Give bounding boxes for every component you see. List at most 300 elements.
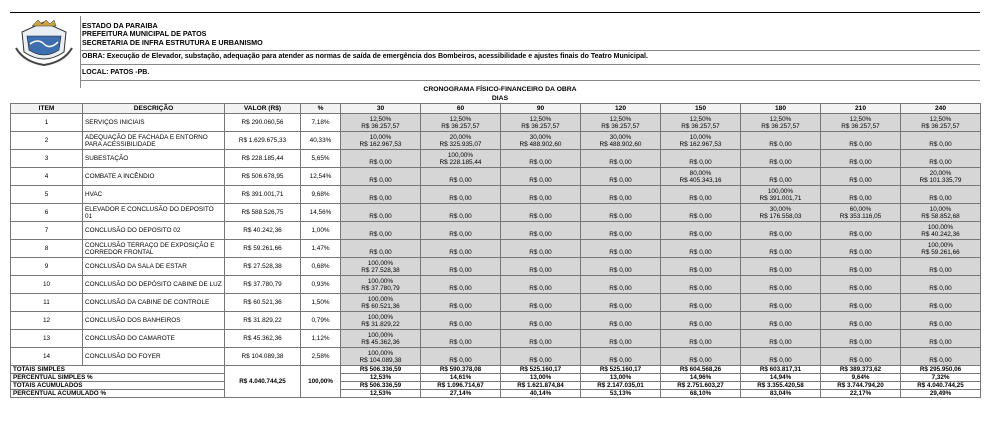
schedule-amount: R$ 45.362,36 <box>361 339 400 347</box>
schedule-amount: R$ 60.521,36 <box>361 303 400 311</box>
schedule-amount: R$ 0,00 <box>769 267 792 275</box>
item-description: CONCLUSÃO DO DEPÓSITO CABINE DE LUZ <box>83 276 225 294</box>
schedule-amount: R$ 0,00 <box>529 357 552 365</box>
item-number: 9 <box>11 258 83 276</box>
schedule-amount: R$ 0,00 <box>449 195 472 203</box>
table-row <box>11 276 981 294</box>
item-percent: 7,18% <box>301 114 341 132</box>
item-value: R$ 104.089,38 <box>225 348 301 366</box>
totals-cell: 14,96% <box>661 374 741 382</box>
schedule-amount: R$ 0,00 <box>369 213 392 221</box>
schedule-amount: R$ 0,00 <box>529 195 552 203</box>
schedule-percent: 12,50% <box>769 116 792 124</box>
totals-cell: 13,00% <box>581 374 661 382</box>
table-row <box>11 186 981 204</box>
totals-cell: R$ 1.096.714,67 <box>421 382 501 390</box>
col-day: 120 <box>581 104 661 114</box>
schedule-cell <box>581 348 661 366</box>
schedule-cell <box>501 150 581 168</box>
schedule-amount: R$ 0,00 <box>929 303 952 311</box>
schedule-amount: R$ 0,00 <box>769 303 792 311</box>
schedule-amount: R$ 0,00 <box>609 249 632 257</box>
totals-cell: 12,53% <box>341 390 421 398</box>
totals-cell: 14,61% <box>421 374 501 382</box>
schedule-amount: R$ 36.257,57 <box>441 123 480 131</box>
totals-cell: R$ 506.336,59 <box>341 382 421 390</box>
schedule-amount: R$ 0,00 <box>449 339 472 347</box>
schedule-amount: R$ 488.902,60 <box>599 141 642 149</box>
schedule-percent: 10,00% <box>689 134 712 142</box>
schedule-amount: R$ 0,00 <box>929 285 952 293</box>
schedule-amount: R$ 36.257,57 <box>761 123 800 131</box>
days-label: DIAS <box>491 95 509 102</box>
item-description: ADEQUAÇÃO DE FACHADA E ENTORNO PARA ACESSIBILIDADE <box>83 132 225 150</box>
schedule-amount: R$ 0,00 <box>849 357 872 365</box>
totals-cell: R$ 389.373,62 <box>821 366 901 374</box>
schedule-amount: R$ 0,00 <box>529 231 552 239</box>
schedule-cell <box>901 222 981 240</box>
schedule-amount: R$ 0,00 <box>849 231 872 239</box>
totals-cell: R$ 3.744.794,20 <box>821 382 901 390</box>
col-day: 180 <box>741 104 821 114</box>
item-percent: 2,58% <box>301 348 341 366</box>
schedule-amount: R$ 0,00 <box>769 141 792 149</box>
header-secretariat: SECRETARIA DE INFRA ESTRUTURA E URBANISMO <box>82 37 263 47</box>
schedule-amount: R$ 0,00 <box>609 177 632 185</box>
schedule-cell <box>741 294 821 312</box>
schedule-cell <box>421 204 501 222</box>
schedule-amount: R$ 0,00 <box>689 195 712 203</box>
schedule-percent: 100,00% <box>367 314 394 322</box>
schedule-percent: 60,00% <box>849 206 872 214</box>
schedule-amount: R$ 0,00 <box>689 339 712 347</box>
item-description: SUBESTAÇÃO <box>83 150 225 168</box>
schedule-amount: R$ 58.852,68 <box>921 213 960 221</box>
col-day: 90 <box>501 104 581 114</box>
schedule-percent: 30,00% <box>529 134 552 142</box>
schedule-amount: R$ 228.185,44 <box>439 159 482 167</box>
schedule-cell <box>421 114 501 132</box>
item-percent: 1,00% <box>301 222 341 240</box>
schedule-cell <box>581 330 661 348</box>
schedule-cell <box>741 330 821 348</box>
schedule-amount: R$ 0,00 <box>529 339 552 347</box>
schedule-cell <box>821 168 901 186</box>
schedule-amount: R$ 0,00 <box>529 267 552 275</box>
schedule-cell <box>341 348 421 366</box>
header-state: ESTADO DA PARAIBA <box>82 21 158 30</box>
schedule-cell <box>341 258 421 276</box>
item-value: R$ 45.362,36 <box>225 330 301 348</box>
schedule-cell <box>741 204 821 222</box>
item-number: 14 <box>11 348 83 366</box>
schedule-amount: R$ 0,00 <box>689 303 712 311</box>
totals-label: TOTAIS SIMPLES <box>11 366 225 374</box>
schedule-amount: R$ 0,00 <box>689 357 712 365</box>
schedule-amount: R$ 0,00 <box>769 339 792 347</box>
schedule-amount: R$ 391.001,71 <box>759 195 802 203</box>
schedule-cell <box>821 114 901 132</box>
col-day: 60 <box>421 104 501 114</box>
schedule-cell <box>821 150 901 168</box>
item-value: R$ 588.526,75 <box>225 204 301 222</box>
item-percent: 14,56% <box>301 204 341 222</box>
rule <box>80 64 980 65</box>
schedule-percent: 10,00% <box>929 206 952 214</box>
schedule-amount: R$ 101.335,79 <box>919 177 962 185</box>
schedule-amount: R$ 0,00 <box>529 303 552 311</box>
totals-simple-row <box>11 366 981 374</box>
schedule-cell <box>821 348 901 366</box>
totals-accumulated-row <box>11 382 981 390</box>
schedule-percent: 12,50% <box>609 116 632 124</box>
schedule-amount: R$ 0,00 <box>369 231 392 239</box>
schedule-amount: R$ 0,00 <box>849 303 872 311</box>
totals-cell: 12,53% <box>341 374 421 382</box>
table-row <box>11 240 981 258</box>
grand-total-percent: 100,00% <box>301 366 341 398</box>
schedule-cell <box>821 258 901 276</box>
schedule-amount: R$ 36.257,57 <box>841 123 880 131</box>
schedule-amount: R$ 0,00 <box>449 231 472 239</box>
schedule-cell <box>901 114 981 132</box>
schedule-amount: R$ 0,00 <box>609 231 632 239</box>
schedule-cell <box>421 348 501 366</box>
schedule-cell <box>661 204 741 222</box>
schedule-amount: R$ 0,00 <box>929 159 952 167</box>
schedule-cell <box>341 168 421 186</box>
totals-cell: R$ 4.040.744,25 <box>901 382 981 390</box>
schedule-amount: R$ 0,00 <box>769 177 792 185</box>
table-row <box>11 114 981 132</box>
schedule-amount: R$ 31.829,22 <box>361 321 400 329</box>
schedule-cell <box>501 330 581 348</box>
schedule-cell <box>421 222 501 240</box>
item-percent: 1,12% <box>301 330 341 348</box>
schedule-percent: 100,00% <box>367 350 394 358</box>
schedule-cell <box>501 258 581 276</box>
schedule-cell <box>501 204 581 222</box>
schedule-amount: R$ 0,00 <box>529 177 552 185</box>
schedule-amount: R$ 0,00 <box>529 249 552 257</box>
top-rule <box>10 12 980 13</box>
item-value: R$ 290.060,56 <box>225 114 301 132</box>
schedule-amount: R$ 0,00 <box>929 195 952 203</box>
schedule-cell <box>661 348 741 366</box>
percent-simple-row <box>11 374 981 382</box>
schedule-percent: 80,00% <box>689 170 712 178</box>
schedule-amount: R$ 0,00 <box>529 285 552 293</box>
totals-cell: 14,94% <box>741 374 821 382</box>
schedule-cell <box>741 114 821 132</box>
schedule-cell <box>341 204 421 222</box>
col-day: 30 <box>341 104 421 114</box>
schedule-percent: 12,50% <box>449 116 472 124</box>
schedule-cell <box>661 312 741 330</box>
item-value: R$ 506.678,95 <box>225 168 301 186</box>
table-header-row <box>11 104 981 114</box>
schedule-cell <box>341 114 421 132</box>
rule <box>80 50 980 51</box>
schedule-amount: R$ 0,00 <box>449 285 472 293</box>
schedule-percent: 100,00% <box>367 332 394 340</box>
schedule-cell <box>581 150 661 168</box>
totals-cell: 53,13% <box>581 390 661 398</box>
schedule-cell <box>501 348 581 366</box>
totals-cell: 13,00% <box>501 374 581 382</box>
item-number: 8 <box>11 240 83 258</box>
schedule-amount: R$ 36.257,57 <box>681 123 720 131</box>
schedule-cell <box>661 240 741 258</box>
schedule-cell <box>421 258 501 276</box>
schedule-cell <box>741 348 821 366</box>
schedule-cell <box>421 132 501 150</box>
schedule-amount: R$ 0,00 <box>449 177 472 185</box>
item-value: R$ 27.528,38 <box>225 258 301 276</box>
schedule-amount: R$ 0,00 <box>609 267 632 275</box>
schedule-table <box>10 103 981 398</box>
item-percent: 0,79% <box>301 312 341 330</box>
totals-cell: 9,64% <box>821 374 901 382</box>
schedule-amount: R$ 36.257,57 <box>601 123 640 131</box>
schedule-cell <box>821 330 901 348</box>
schedule-amount: R$ 0,00 <box>849 159 872 167</box>
schedule-cell <box>421 312 501 330</box>
schedule-cell <box>901 204 981 222</box>
schedule-amount: R$ 36.257,57 <box>921 123 960 131</box>
schedule-amount: R$ 0,00 <box>529 321 552 329</box>
totals-cell: R$ 603.817,31 <box>741 366 821 374</box>
schedule-amount: R$ 0,00 <box>449 213 472 221</box>
totals-label: PERCENTUAL SIMPLES % <box>11 374 225 382</box>
schedule-amount: R$ 0,00 <box>609 303 632 311</box>
schedule-cell <box>501 312 581 330</box>
totals-label: TOTAIS ACUMULADOS <box>11 382 225 390</box>
col-descricao: DESCRIÇÃO <box>83 104 225 114</box>
schedule-cell <box>341 132 421 150</box>
schedule-amount: R$ 0,00 <box>849 141 872 149</box>
local-label: LOCAL: PATOS -PB. <box>82 69 150 76</box>
schedule-amount: R$ 0,00 <box>769 285 792 293</box>
schedule-amount: R$ 0,00 <box>689 285 712 293</box>
schedule-cell <box>421 330 501 348</box>
header-divider <box>80 16 81 88</box>
schedule-percent: 10,00% <box>369 134 392 142</box>
totals-cell: R$ 3.355.420,58 <box>741 382 821 390</box>
item-description: CONCLUSÃO DA CABINE DE CONTROLE <box>83 294 225 312</box>
schedule-amount: R$ 0,00 <box>929 357 952 365</box>
schedule-cell <box>741 132 821 150</box>
table-row <box>11 312 981 330</box>
schedule-amount: R$ 36.257,57 <box>361 123 400 131</box>
schedule-amount: R$ 325.935,07 <box>439 141 482 149</box>
schedule-amount: R$ 0,00 <box>849 267 872 275</box>
schedule-cell <box>821 222 901 240</box>
schedule-percent: 12,50% <box>529 116 552 124</box>
table-row <box>11 204 981 222</box>
schedule-amount: R$ 488.902,60 <box>519 141 562 149</box>
schedule-percent: 100,00% <box>367 260 394 268</box>
schedule-cell <box>901 150 981 168</box>
item-number: 5 <box>11 186 83 204</box>
schedule-amount: R$ 0,00 <box>609 321 632 329</box>
schedule-cell <box>821 204 901 222</box>
schedule-cell <box>581 168 661 186</box>
item-description: CONCLUSÃO DO FOYER <box>83 348 225 366</box>
schedule-amount: R$ 0,00 <box>689 321 712 329</box>
schedule-amount: R$ 0,00 <box>369 249 392 257</box>
schedule-cell <box>581 222 661 240</box>
schedule-amount: R$ 405.343,16 <box>679 177 722 185</box>
schedule-cell <box>661 150 741 168</box>
schedule-cell <box>581 312 661 330</box>
item-number: 1 <box>11 114 83 132</box>
schedule-amount: R$ 0,00 <box>769 321 792 329</box>
schedule-cell <box>341 276 421 294</box>
totals-cell: R$ 2.147.035,01 <box>581 382 661 390</box>
schedule-amount: R$ 0,00 <box>529 159 552 167</box>
schedule-cell <box>341 240 421 258</box>
schedule-cell <box>741 240 821 258</box>
schedule-amount: R$ 0,00 <box>849 321 872 329</box>
schedule-cell <box>581 186 661 204</box>
grand-total-value: R$ 4.040.744,25 <box>225 366 301 398</box>
schedule-percent: 12,50% <box>369 116 392 124</box>
item-percent: 9,68% <box>301 186 341 204</box>
item-value: R$ 31.829,22 <box>225 312 301 330</box>
schedule-percent: 100,00% <box>447 152 474 160</box>
schedule-amount: R$ 59.261,66 <box>921 249 960 257</box>
schedule-percent: 30,00% <box>609 134 632 142</box>
schedule-cell <box>901 312 981 330</box>
item-value: R$ 228.185,44 <box>225 150 301 168</box>
schedule-cell <box>741 276 821 294</box>
schedule-cell <box>501 240 581 258</box>
totals-cell: R$ 2.751.603,27 <box>661 382 741 390</box>
schedule-cell <box>821 276 901 294</box>
col-item: ITEM <box>11 104 83 114</box>
totals-cell: 27,14% <box>421 390 501 398</box>
totals-cell: R$ 295.950,06 <box>901 366 981 374</box>
item-description: CONCLUSÃO DO CAMAROTE <box>83 330 225 348</box>
schedule-cell <box>421 240 501 258</box>
col-day: 210 <box>821 104 901 114</box>
schedule-amount: R$ 0,00 <box>609 159 632 167</box>
schedule-cell <box>901 186 981 204</box>
schedule-amount: R$ 27.528,38 <box>361 267 400 275</box>
col-day: 150 <box>661 104 741 114</box>
schedule-cell <box>581 240 661 258</box>
schedule-amount: R$ 0,00 <box>689 159 712 167</box>
schedule-amount: R$ 0,00 <box>369 195 392 203</box>
schedule-amount: R$ 0,00 <box>849 249 872 257</box>
schedule-percent: 100,00% <box>927 242 954 250</box>
schedule-cell <box>661 294 741 312</box>
schedule-cell <box>341 330 421 348</box>
item-description: CONCLUSÃO TERRAÇO DE EXPOSIÇÃO E CORREDOR FRONTAL <box>83 240 225 258</box>
totals-cell: 29,49% <box>901 390 981 398</box>
totals-cell: 22,17% <box>821 390 901 398</box>
table-row <box>11 150 981 168</box>
schedule-cell <box>821 312 901 330</box>
totals-cell: 83,04% <box>741 390 821 398</box>
schedule-cell <box>661 114 741 132</box>
schedule-percent: 12,50% <box>849 116 872 124</box>
table-row <box>11 330 981 348</box>
schedule-cell <box>661 186 741 204</box>
schedule-percent: 12,50% <box>929 116 952 124</box>
col-pct: % <box>301 104 341 114</box>
institution-header <box>82 22 263 47</box>
schedule-cell <box>501 186 581 204</box>
schedule-amount: R$ 0,00 <box>929 321 952 329</box>
schedule-cell <box>661 258 741 276</box>
schedule-amount: R$ 0,00 <box>609 285 632 293</box>
totals-cell: R$ 525.160,17 <box>581 366 661 374</box>
schedule-amount: R$ 176.558,03 <box>759 213 802 221</box>
schedule-cell <box>901 294 981 312</box>
totals-label: PERCENTUAL ACUMULADO % <box>11 390 225 398</box>
schedule-cell <box>661 132 741 150</box>
schedule-amount: R$ 0,00 <box>849 339 872 347</box>
schedule-cell <box>341 222 421 240</box>
schedule-amount: R$ 0,00 <box>849 177 872 185</box>
item-number: 13 <box>11 330 83 348</box>
schedule-cell <box>741 186 821 204</box>
obra-description: OBRA: Execução de Elevador, substação, adequação para atender as normas de saída de emergência dos Bombeiros, acessibilidade e ajustes finais do Teatro Municipal. <box>82 53 648 60</box>
totals-cell: R$ 590.378,08 <box>421 366 501 374</box>
schedule-cell <box>501 114 581 132</box>
schedule-amount: R$ 0,00 <box>449 357 472 365</box>
schedule-amount: R$ 36.257,57 <box>521 123 560 131</box>
rule <box>80 80 980 81</box>
schedule-cell <box>741 312 821 330</box>
schedule-amount: R$ 0,00 <box>769 357 792 365</box>
item-number: 2 <box>11 132 83 150</box>
schedule-amount: R$ 0,00 <box>769 159 792 167</box>
schedule-cell <box>661 330 741 348</box>
item-description: ELEVADOR E CONCLUSÃO DO DEPOSITO 01 <box>83 204 225 222</box>
schedule-percent: 20,00% <box>929 170 952 178</box>
item-percent: 12,54% <box>301 168 341 186</box>
schedule-cell <box>741 168 821 186</box>
schedule-amount: R$ 0,00 <box>769 249 792 257</box>
table-row <box>11 294 981 312</box>
schedule-cell <box>581 204 661 222</box>
schedule-percent: 100,00% <box>367 296 394 304</box>
schedule-amount: R$ 0,00 <box>529 213 552 221</box>
schedule-percent: 30,00% <box>769 206 792 214</box>
item-percent: 0,93% <box>301 276 341 294</box>
municipal-coat-of-arms-logo <box>14 18 74 68</box>
schedule-cell <box>581 258 661 276</box>
item-description: CONCLUSÃO DA SALA DE ESTAR <box>83 258 225 276</box>
schedule-amount: R$ 0,00 <box>849 285 872 293</box>
table-row <box>11 348 981 366</box>
totals-cell: 68,10% <box>661 390 741 398</box>
item-number: 3 <box>11 150 83 168</box>
totals-cell: 7,32% <box>901 374 981 382</box>
schedule-amount: R$ 0,00 <box>929 141 952 149</box>
totals-cell: R$ 604.568,26 <box>661 366 741 374</box>
schedule-percent: 100,00% <box>767 188 794 196</box>
schedule-amount: R$ 162.967,53 <box>359 141 402 149</box>
item-number: 4 <box>11 168 83 186</box>
item-percent: 1,47% <box>301 240 341 258</box>
schedule-amount: R$ 162.967,53 <box>679 141 722 149</box>
percent-accumulated-row <box>11 390 981 398</box>
item-value: R$ 40.242,36 <box>225 222 301 240</box>
